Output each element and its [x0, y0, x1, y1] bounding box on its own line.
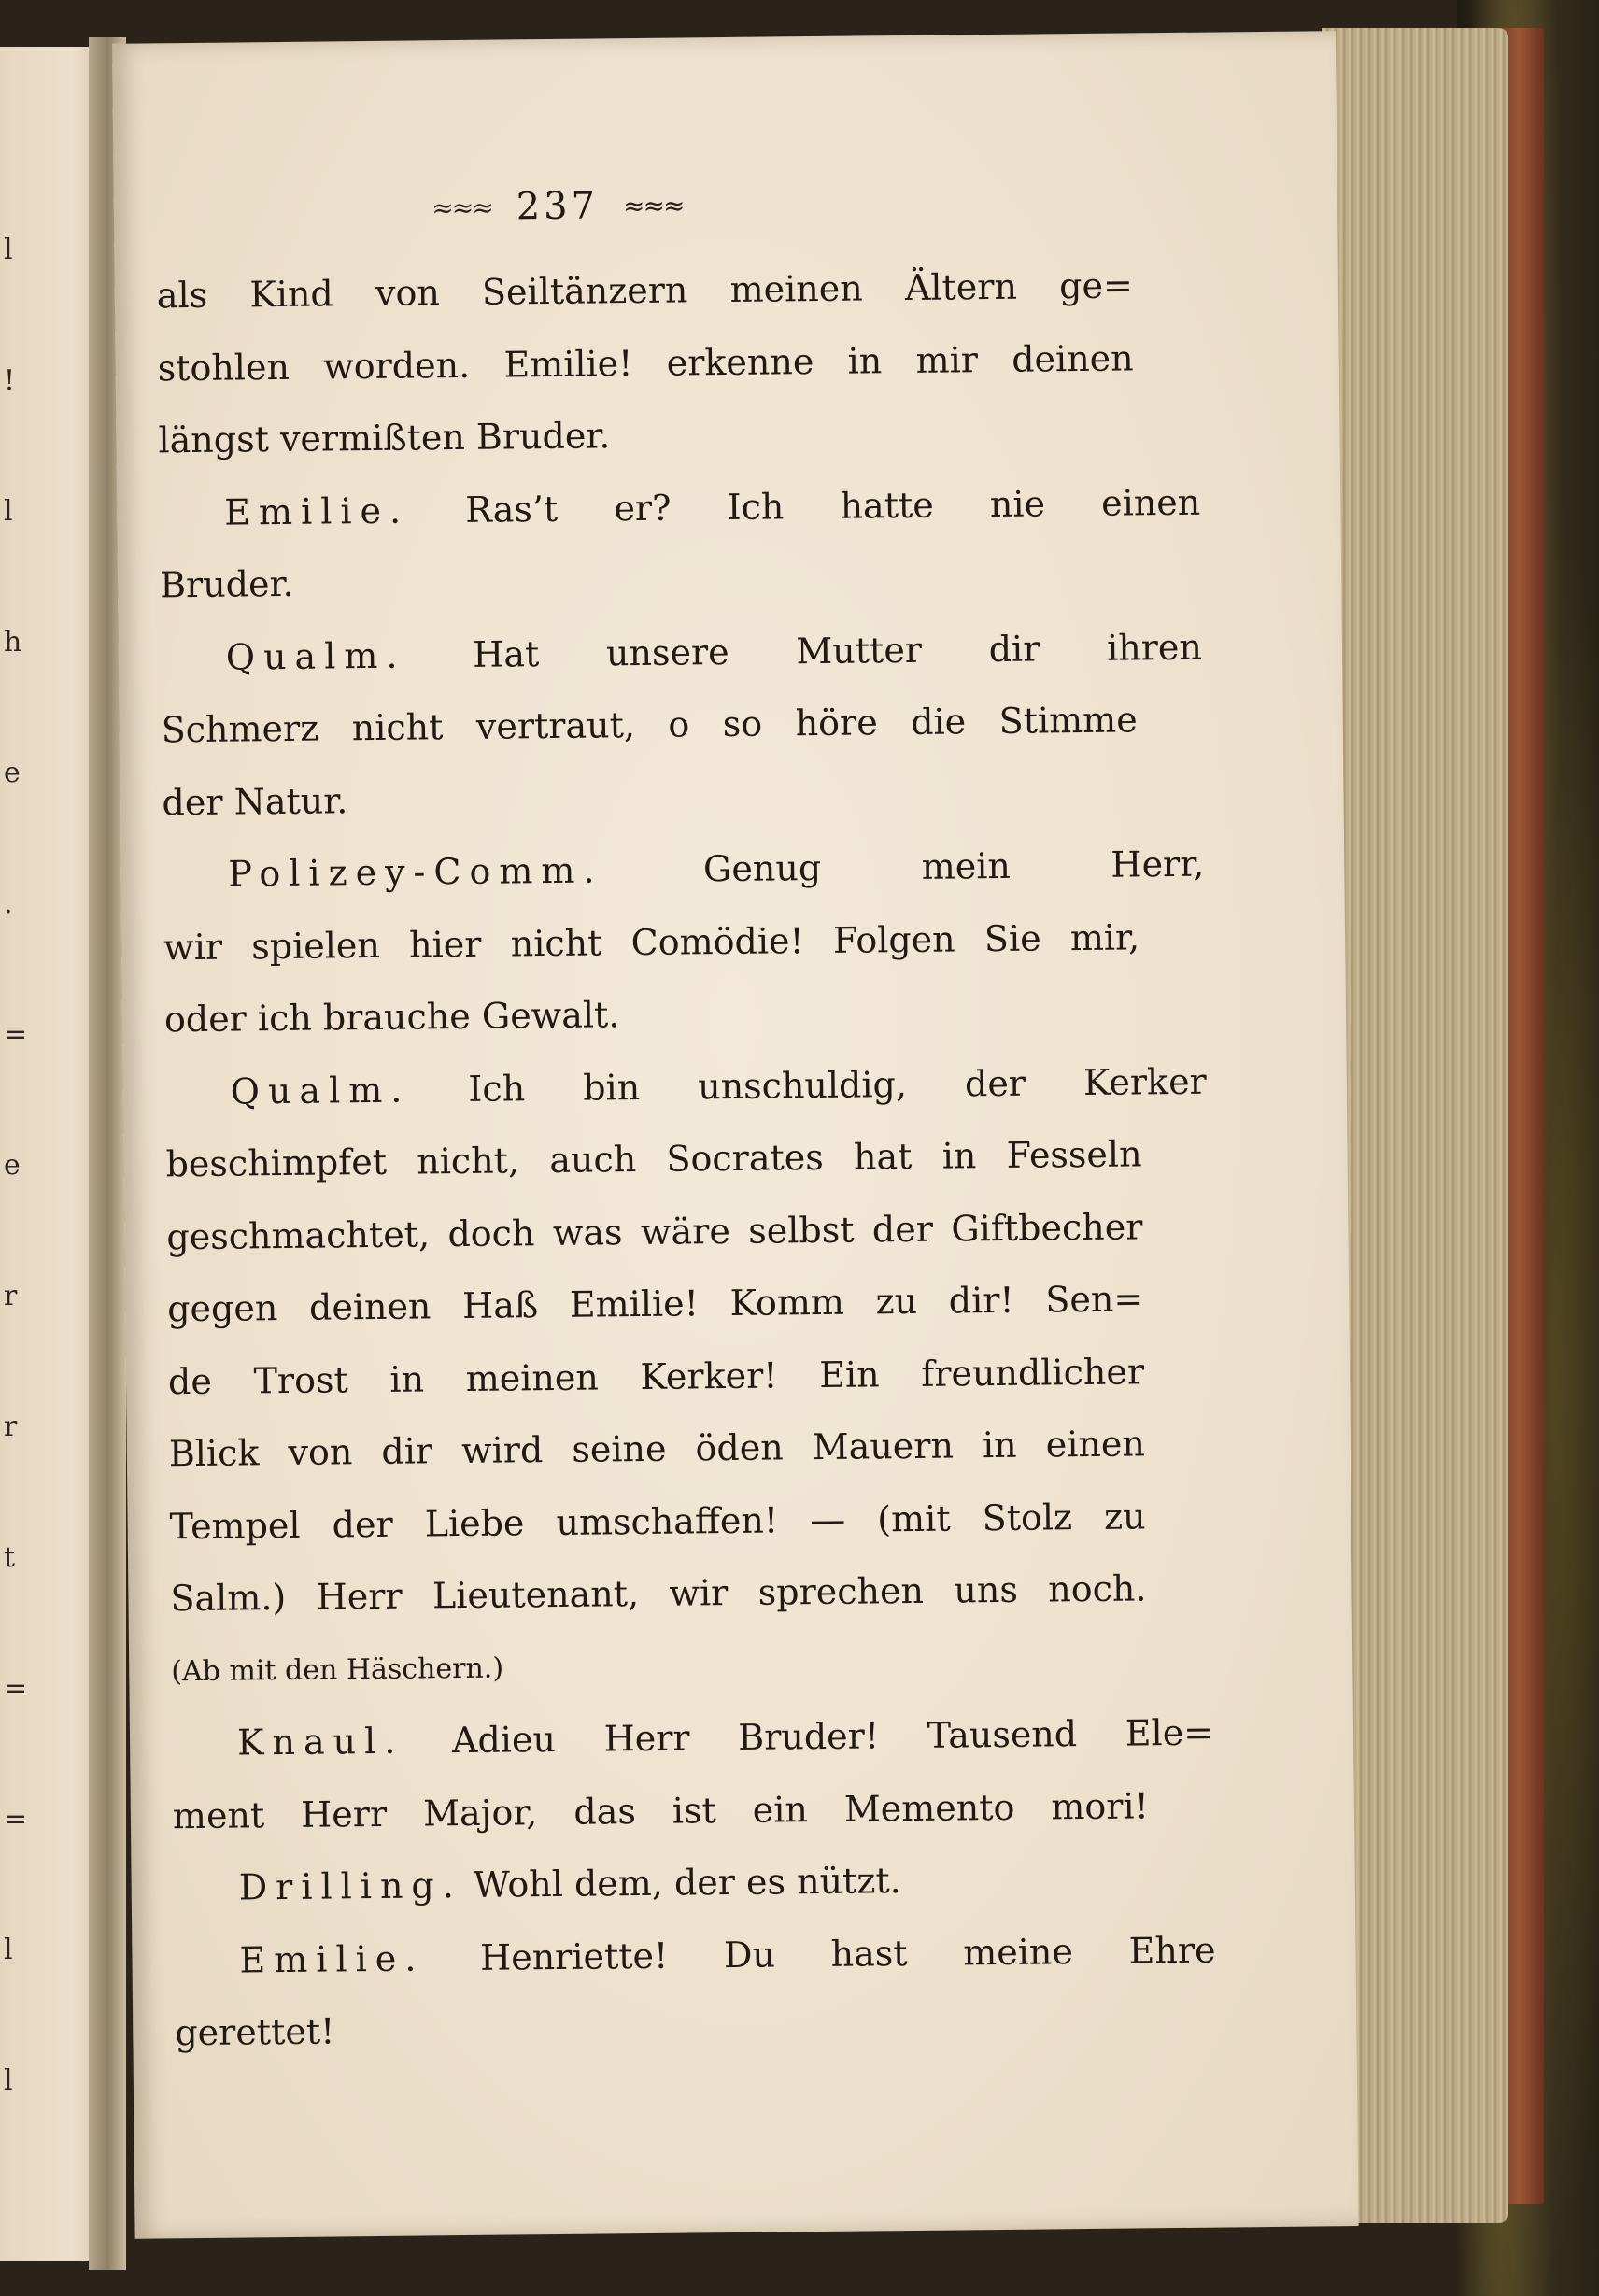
left-page-fragment: = [4, 1672, 28, 1705]
text-line [174, 1914, 1216, 1997]
text-line [163, 901, 1140, 984]
line-text: Wohl dem, der es nützt. [473, 1860, 901, 1906]
line-text: längst vermißten Bruder. [158, 415, 611, 461]
text-line [169, 1481, 1146, 1563]
text-line [159, 466, 1201, 549]
line-text: als Kind von Seiltänzern meinen Ältern ge= [156, 264, 1134, 317]
left-page-fragment: e [4, 1149, 21, 1182]
line-text: geschmachtet, doch was wäre selbst der Giftbecher [166, 1205, 1143, 1257]
text-line [161, 611, 1203, 694]
text-line [156, 249, 1133, 332]
left-page-fragment: h [4, 626, 22, 659]
text-line [157, 322, 1134, 404]
text-line [166, 1191, 1143, 1273]
text-line [172, 1697, 1214, 1780]
line-text: Bruder. [159, 562, 294, 606]
left-page-fragment: = [4, 1018, 28, 1051]
left-page-fragment: r [4, 1280, 18, 1312]
page-number: 237 [516, 184, 600, 229]
header-ornament-right: ≈≈≈ [622, 190, 684, 222]
line-text: Hat unsere Mutter dir ihren [472, 626, 1203, 675]
text-line [173, 1770, 1150, 1852]
text-line [160, 539, 1179, 622]
line-text: gegen deinen Haß Emilie! Komm zu dir! Sen= [166, 1278, 1144, 1330]
left-page-fragment: l [4, 1934, 13, 1966]
text-line [163, 829, 1205, 912]
text-line [168, 1336, 1145, 1418]
text-line [164, 973, 1183, 1056]
text-line [162, 756, 1181, 839]
left-page-fragment: ! [4, 364, 16, 397]
left-page-fragment: l [4, 234, 13, 266]
speaker-name: Qualm. [230, 1069, 411, 1113]
line-text: ment Herr Major, das ist ein Memento mori! [172, 1784, 1150, 1836]
text-line [165, 1118, 1142, 1200]
page-text [156, 173, 1216, 2070]
speaker-name: Drilling. [238, 1864, 463, 1908]
line-text: beschimpfet nicht, auch Socrates hat in Fesseln [165, 1133, 1142, 1185]
text-line [170, 1552, 1147, 1635]
left-page-fragments [0, 0, 103, 2296]
speaker-name: Qualm. [225, 634, 406, 678]
text-line [158, 394, 1177, 477]
line-text: Henriette! Du hast meine Ehre [479, 1929, 1216, 1978]
text-line [175, 1987, 1194, 2070]
text-line [173, 1842, 1192, 1925]
line-text: Ich bin unschuldig, der Kerker [468, 1060, 1207, 1110]
text-line [171, 1624, 1190, 1708]
text-line [164, 1045, 1207, 1128]
line-text: wir spielen hier nicht Comödie! Folgen Sie mir, [163, 915, 1140, 968]
left-page-fragment: r [4, 1410, 18, 1443]
line-text: der Natur. [162, 779, 348, 823]
line-text: Salm.) Herr Lieutenant, wir sprechen uns noch. [170, 1567, 1147, 1620]
header-ornament-left: ≈≈≈ [432, 191, 492, 224]
line-text: Ras’t er? Ich hatte nie einen [465, 481, 1201, 531]
text-lines [156, 249, 1216, 2070]
text-line [161, 684, 1138, 766]
left-page-fragment: . [4, 887, 13, 920]
speaker-name: Knaul. [236, 1720, 404, 1764]
line-text: Schmerz nicht vertraut, o so höre die Stimme [161, 699, 1138, 751]
speaker-name: Emilie. [224, 489, 410, 533]
right-page [112, 31, 1359, 2239]
left-page-fragment: l [4, 2064, 13, 2097]
line-text: Blick von dir wird seine öden Mauern in einen [168, 1423, 1146, 1475]
page-header [277, 177, 839, 238]
line-text: gerettet! [175, 2010, 335, 2054]
left-page-fragment: l [4, 495, 13, 528]
text-line [167, 1263, 1144, 1345]
line-text: oder ich brauche Gewalt. [163, 994, 620, 1041]
line-text: de Trost in meinen Kerker! Ein freundlicher [167, 1350, 1145, 1402]
line-text: Genug mein Herr, [702, 843, 1205, 890]
line-text: (Ab mit den Häschern.) [171, 1651, 504, 1688]
line-text: Tempel der Liebe umschaffen! — (mit Stolz zu [169, 1495, 1146, 1547]
text-line [168, 1408, 1145, 1490]
speaker-name: Polizey-Comm. [228, 849, 603, 895]
line-text: Adieu Herr Bruder! Tausend Ele= [451, 1711, 1214, 1762]
speaker-name: Emilie. [239, 1936, 425, 1981]
left-page-fragment: e [4, 757, 21, 789]
line-text: stohlen worden. Emilie! erkenne in mir deinen [157, 336, 1134, 389]
left-page-fragment: = [4, 1803, 28, 1835]
left-page-fragment: t [4, 1541, 16, 1574]
